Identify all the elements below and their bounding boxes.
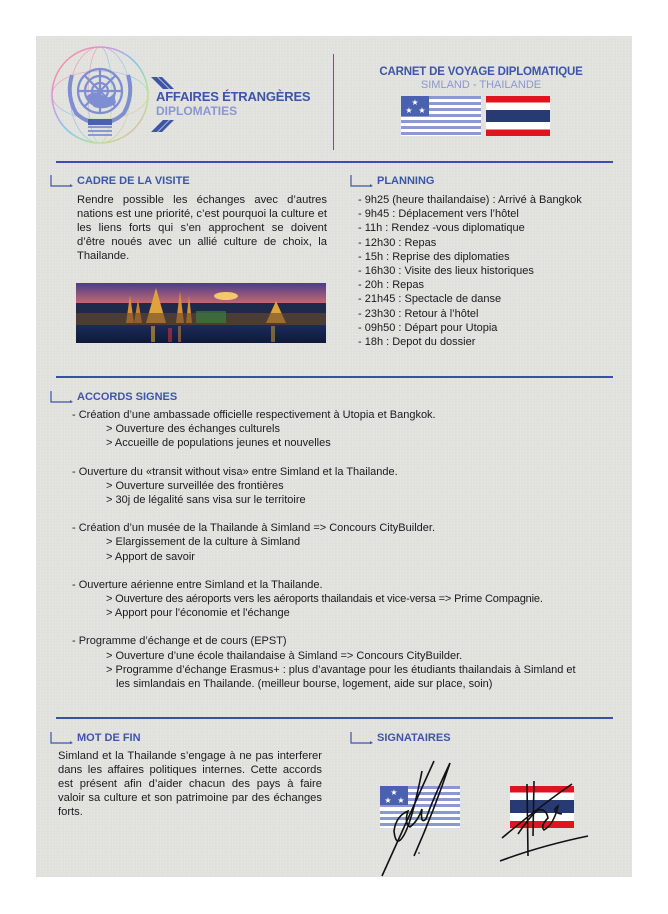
svg-text:★: ★ <box>397 796 405 805</box>
accord-main: - Ouverture du «transit without visa» entre Simland et la Thailande. <box>72 465 398 478</box>
accord-main: - Création d’une ambassade officielle respectivement à Utopia et Bangkok. <box>72 409 436 421</box>
section-title: SIGNATAIRES <box>377 732 451 744</box>
planning-item: - 16h30 : Visite des lieux historiques <box>358 265 534 278</box>
cadre-text: Rendre possible les échanges avec d’autres nations est une priorité, c’est pourquoi la culture et les liens forts qui s’en approchent se doivent d’être noués avec un allié culture de choix, la Thailande. <box>77 194 327 262</box>
accord-sub: > Ouverture surveillée des frontières <box>106 479 284 492</box>
bracket-icon <box>350 732 374 744</box>
section-heading-mot-de-fin <box>50 732 141 744</box>
section-divider <box>56 376 613 378</box>
bangkok-temple-photo <box>76 283 326 343</box>
planning-item: - 9h45 : Déplacement vers l’hôtel <box>358 208 519 221</box>
bracket-icon <box>350 175 374 187</box>
document-page <box>36 36 632 877</box>
accord-item <box>72 634 627 691</box>
section-title: CADRE DE LA VISITE <box>77 175 190 187</box>
planning-item: - 15h : Reprise des diplomaties <box>358 250 510 263</box>
accords-list <box>72 408 627 705</box>
thailand-flag-icon <box>510 786 574 828</box>
accord-main: - Ouverture aérienne entre Simland et la Thailande. <box>72 578 323 591</box>
accord-item <box>72 578 627 621</box>
org-subtitle: DIPLOMATIES <box>156 104 238 118</box>
document-title: CARNET DE VOYAGE DIPLOMATIQUE <box>379 66 583 78</box>
accord-sub: > Elargissement de la culture à Simland <box>106 536 301 549</box>
section-divider <box>56 161 613 163</box>
section-divider <box>56 717 613 719</box>
section-heading-planning <box>350 175 434 187</box>
stripe-decoration-icon <box>151 119 175 131</box>
accord-sub: > Ouverture des échanges culturels <box>106 423 280 436</box>
accord-sub: > Ouverture des aéroports vers les aéroports thailandais et vice-versa => Prime Compagnie. <box>106 593 543 606</box>
accord-main: - Programme d’échange et de cours (EPST) <box>72 635 287 648</box>
thailand-flag-icon <box>486 96 550 136</box>
svg-text:★: ★ <box>405 106 413 115</box>
document-subtitle: SIMLAND - THAILANDE <box>420 79 542 91</box>
accord-sub: > Ouverture d’une école thailandaise à Simland => Concours CityBuilder. <box>106 649 463 662</box>
accord-item <box>72 521 627 564</box>
accord-sub: > Apport pour l'économie et l'échange <box>106 607 290 620</box>
planning-item: - 11h : Rendez -vous diplomatique <box>358 222 525 235</box>
planning-item: - 20h : Repas <box>358 279 425 292</box>
section-heading-accords <box>50 391 177 403</box>
bracket-icon <box>50 732 74 744</box>
planning-item: - 18h : Depot du dossier <box>358 336 476 349</box>
svg-text:★: ★ <box>418 106 426 115</box>
planning-item: - 9h25 (heure thailandaise) : Arrivé à Bangkok <box>358 194 582 206</box>
mot-de-fin-text: Simland et la Thailande s’engage à ne pas interferer dans les affaires politiques internes. Cette accords est présent afin d’aider chacun des pays à faire valoir sa culture et son patrimoine par des échanges forts. <box>58 750 322 818</box>
section-heading-signataires <box>350 732 451 744</box>
accord-sub: > Apport de savoir <box>106 550 195 563</box>
planning-item: - 12h30 : Repas <box>358 236 437 249</box>
svg-text:★: ★ <box>411 98 419 107</box>
svg-text:★: ★ <box>390 788 398 797</box>
section-title: ACCORDS SIGNES <box>77 391 178 403</box>
simland-flag-icon <box>380 786 460 828</box>
accord-sub: > Programme d’échange Erasmus+ : plus d’avantage pour les étudiants thailandais à Simland et les simlandais en Thailande. (meilleur bourse, logement, aide sur place, soin) <box>106 663 576 691</box>
planning-item: - 09h50 : Départ pour Utopia <box>358 321 498 334</box>
bracket-icon <box>50 391 74 403</box>
un-emblem-icon <box>50 45 150 145</box>
section-title: MOT DE FIN <box>77 732 141 744</box>
svg-text:★: ★ <box>384 796 392 805</box>
accord-item <box>72 408 627 451</box>
bracket-icon <box>50 175 74 187</box>
accord-sub: > Accueille de populations jeunes et nouvelles <box>106 437 331 450</box>
header-divider <box>333 54 334 150</box>
planning-list <box>358 193 582 349</box>
org-title: AFFAIRES ÉTRANGÈRES <box>156 89 311 104</box>
accord-item <box>72 465 627 508</box>
accord-main: - Création d’un musée de la Thailande à Simland => Concours CityBuilder. <box>72 522 435 535</box>
accord-sub: > 30j de légalité sans visa sur le territoire <box>106 494 306 507</box>
section-title: PLANNING <box>377 175 435 187</box>
stripe-decoration-icon <box>151 76 175 88</box>
section-heading-cadre <box>50 175 190 187</box>
simland-flag-icon <box>401 96 481 136</box>
planning-item: - 23h30 : Retour à l’hôtel <box>358 307 479 320</box>
planning-item: - 21h45 : Spectacle de danse <box>358 293 502 306</box>
